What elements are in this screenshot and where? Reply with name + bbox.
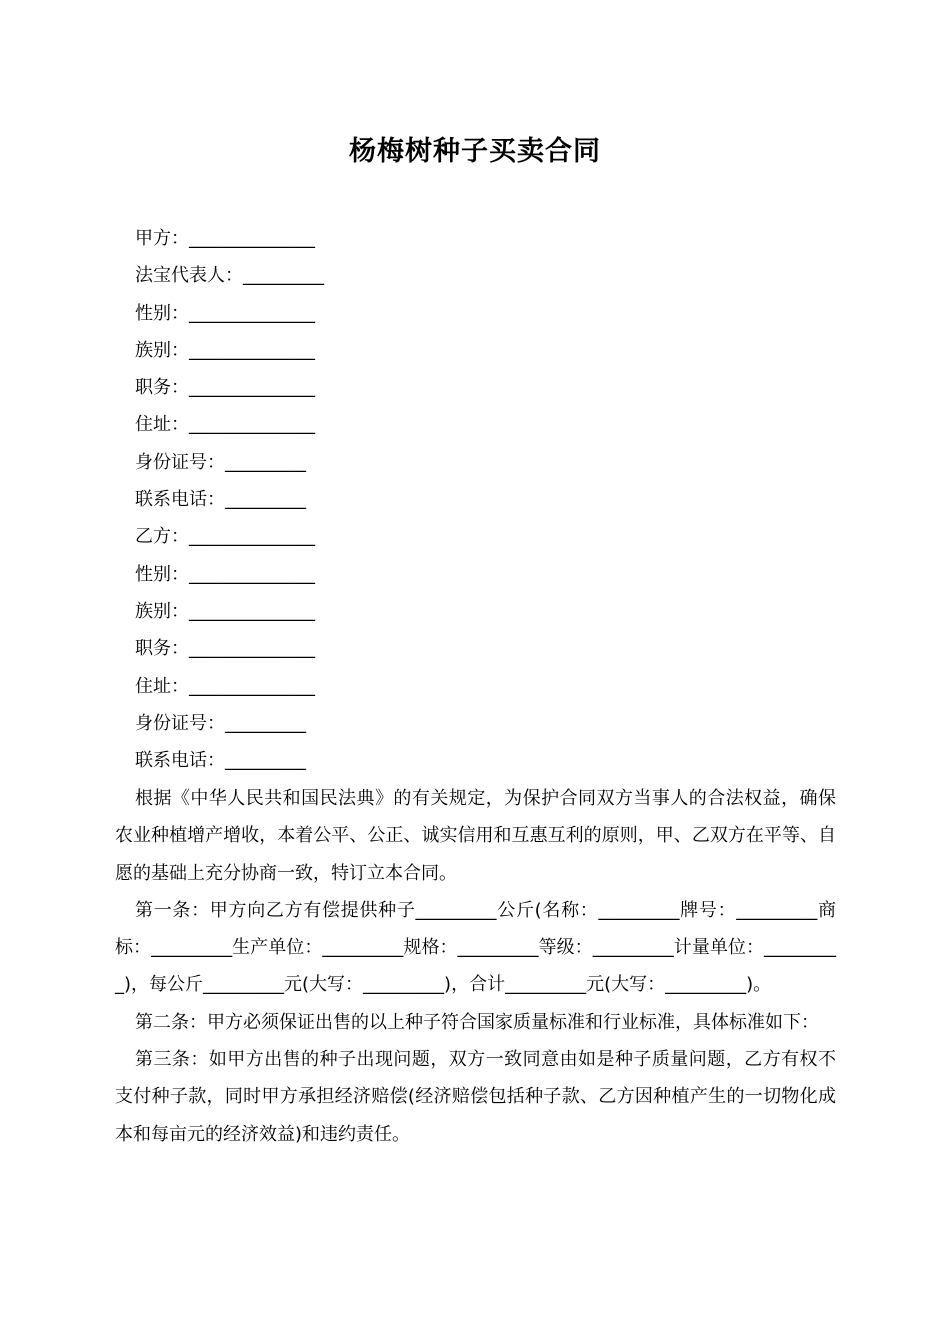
field-party-a-address: 住址：______________ [135, 414, 315, 436]
field-party-b-ethnicity: 族别：______________ [135, 600, 315, 622]
article-3-paragraph: 第三条：如甲方出售的种子出现问题，双方一致同意由如是种子质量问题，乙方有权不支付种子款，同时甲方承担经济赔偿(经济赔偿包括种子款、乙方因种植产生的一切物化成本和每亩元的经济效益)和违约责任。 [115, 1049, 836, 1145]
field-party-b-address: 住址：______________ [135, 675, 315, 697]
field-party-a: 甲方：______________ [135, 228, 315, 249]
article-1-paragraph: 第一条：甲方向乙方有偿提供种子_________公斤(名称：_________牌号：_________商标：_________生产单位：_________规格：_________等级：_________计量单位：_________)，每公斤_________元(大写：_________)，合计_________元(大写：_________)。 [115, 899, 836, 996]
party-info-fields [135, 220, 835, 779]
field-party-a-ethnicity: 族别：______________ [135, 339, 315, 361]
article-2-paragraph: 第二条：甲方必须保证出售的以上种子符合国家质量标准和行业标准，具体标准如下： [135, 1011, 819, 1033]
field-party-a-id-number: 身份证号：_________ [135, 451, 306, 473]
field-party-b: 乙方：______________ [135, 526, 315, 548]
field-party-b-id-number: 身份证号：_________ [135, 712, 306, 734]
field-party-a-phone: 联系电话：_________ [135, 489, 306, 511]
field-party-b-position: 职务：______________ [135, 638, 315, 660]
field-party-b-gender: 性别：______________ [135, 563, 315, 585]
field-party-b-phone: 联系电话：_________ [135, 750, 306, 772]
field-legal-representative: 法宝代表人：_________ [135, 265, 324, 287]
field-party-a-position: 职务：______________ [135, 377, 315, 399]
field-party-a-gender: 性别：______________ [135, 302, 315, 324]
contract-body [115, 780, 836, 1153]
document-title: 杨梅树种子买卖合同 [349, 136, 601, 167]
preamble-paragraph: 根据《中华人民共和国民法典》的有关规定，为保护合同双方当事人的合法权益，确保农业种植增产增收，本着公平、公正、诚实信用和互惠互利的原则，甲、乙双方在平等、自愿的基础上充分协商一致，特订立本合同。 [115, 788, 836, 884]
